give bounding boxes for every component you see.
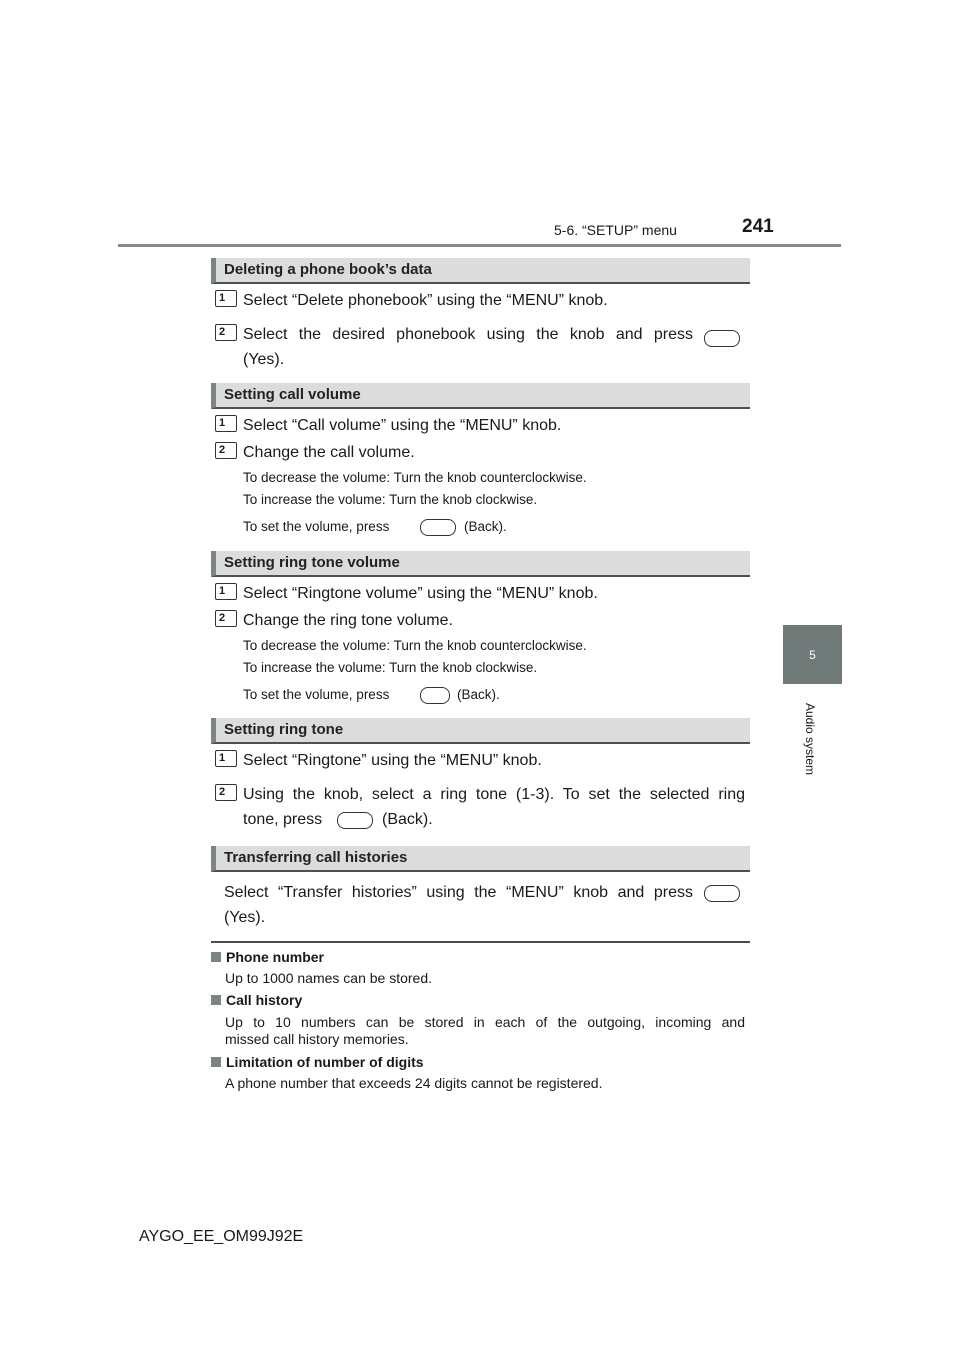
section-title: Setting ring tone volume (224, 554, 400, 571)
note-title-call-history (211, 992, 302, 1008)
step-number: 1 (215, 583, 237, 600)
section-heading-delete-phonebook (211, 258, 750, 284)
note-body (225, 1014, 745, 1048)
section-heading-call-volume (211, 383, 750, 409)
step-text: (Yes). (224, 909, 266, 926)
back-button-icon (420, 519, 456, 536)
step-text: Change the call volume. (243, 444, 415, 461)
back-button-icon (420, 687, 450, 704)
header-rule (118, 244, 841, 247)
note-title-digit-limit (211, 1054, 424, 1070)
step-text: tone, press (243, 811, 323, 828)
section-heading-transfer-histories (211, 846, 750, 872)
step-text: Select “Ringtone” using the “MENU” knob. (243, 752, 542, 769)
step-text: Select “Call volume” using the “MENU” knob. (243, 417, 562, 434)
section-heading-ringtone-volume (211, 551, 750, 577)
yes-button-icon (704, 330, 740, 347)
chapter-number: 5 (809, 647, 816, 662)
step-text: Select “Delete phonebook” using the “MENU” knob. (243, 292, 608, 309)
step-text: (Back). (382, 811, 433, 828)
step-text: Using the knob, select a ring tone (1-3). To set the selected ring (243, 786, 745, 803)
note-title-text: Limitation of number of digits (226, 1054, 424, 1070)
note-line: Up to 1000 names can be stored. (225, 970, 433, 986)
section-title: Transferring call histories (224, 849, 408, 866)
section-label: 5-6. “SETUP” menu (554, 222, 677, 238)
step-text: Select the desired phonebook using the knob and press (243, 326, 693, 343)
detail-text: To increase the volume: Turn the knob clockwise. (243, 660, 538, 675)
yes-button-icon (704, 885, 740, 902)
step-number: 1 (215, 290, 237, 307)
chapter-tab (783, 625, 842, 684)
detail-text: To increase the volume: Turn the knob clockwise. (243, 492, 538, 507)
step-number: 2 (215, 442, 237, 459)
note-body (225, 970, 432, 987)
detail-text: (Back). (457, 687, 500, 702)
back-button-icon (337, 812, 373, 829)
document-code: AYGO_EE_OM99J92E (139, 1228, 304, 1245)
section-title: Setting ring tone (224, 721, 344, 738)
step-number: 1 (215, 415, 237, 432)
note-title-text: Call history (226, 992, 303, 1008)
step-number: 1 (215, 750, 237, 767)
step-text: Select “Ringtone volume” using the “MENU” knob. (243, 585, 598, 602)
note-line: Up to 10 numbers can be stored in each of the outgoing, incoming and (225, 1014, 745, 1030)
detail-text: To decrease the volume: Turn the knob counterclockwise. (243, 638, 587, 653)
square-bullet-icon (211, 995, 221, 1005)
step-text: Change the ring tone volume. (243, 612, 453, 629)
note-body (225, 1075, 602, 1092)
section-heading-ringtone (211, 718, 750, 744)
detail-text: To set the volume, press (243, 687, 390, 702)
section-title: Setting call volume (224, 386, 361, 403)
note-line: missed call history memories. (225, 1031, 409, 1047)
notes-divider (211, 941, 750, 943)
step-number: 2 (215, 784, 237, 801)
detail-text: To set the volume, press (243, 519, 390, 534)
section-title: Deleting a phone book’s data (224, 261, 432, 278)
note-line: A phone number that exceeds 24 digits cannot be registered. (225, 1075, 603, 1091)
note-title-text: Phone number (226, 949, 325, 965)
step-number: 2 (215, 610, 237, 627)
step-text: Select “Transfer histories” using the “MENU” knob and press (224, 884, 693, 901)
chapter-title-text: Audio system (803, 702, 817, 776)
chapter-title (760, 684, 860, 794)
detail-text: (Back). (464, 519, 507, 534)
detail-text: To decrease the volume: Turn the knob counterclockwise. (243, 470, 587, 485)
note-title-phone-number (211, 949, 324, 965)
step-text: (Yes). (243, 351, 285, 368)
square-bullet-icon (211, 952, 221, 962)
step-number: 2 (215, 324, 237, 341)
page-number: 241 (742, 216, 774, 237)
square-bullet-icon (211, 1057, 221, 1067)
